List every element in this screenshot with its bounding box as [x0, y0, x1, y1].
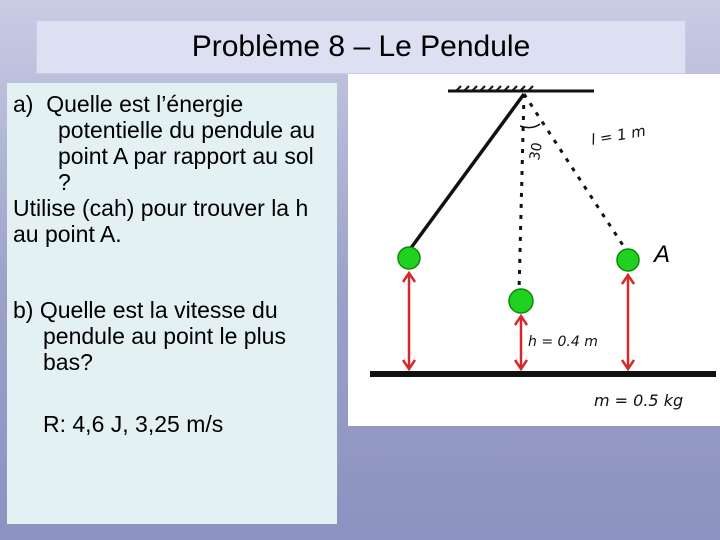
title-box	[36, 20, 686, 74]
question-panel	[7, 83, 337, 524]
height-arrows	[403, 273, 634, 369]
angle-annotation: 30	[527, 141, 546, 162]
bob-left	[398, 247, 420, 269]
slide-title: Problème 8 – Le Pendule	[191, 30, 531, 63]
height-annotation: h = 0.4 m	[528, 334, 598, 350]
answer-text: R: 4,6 J, 3,25 m/s	[43, 411, 224, 437]
pendulum-string-left	[408, 94, 524, 252]
mass-annotation: m = 0.5 kg	[594, 391, 684, 410]
point-A-label: A	[654, 241, 671, 268]
bob-bottom	[509, 289, 533, 313]
length-annotation: l = 1 m	[589, 121, 648, 149]
question-a-text: Quelle est l’énergie potentielle du pendule au point A par rapport au sol ?	[46, 91, 316, 195]
angle-arc	[520, 124, 540, 128]
question-b-marker: b)	[13, 297, 34, 323]
question-b-text: Quelle est la vitesse du pendule au point le plus bas?	[39, 297, 286, 375]
pendulum-figure	[348, 74, 720, 426]
question-a-hint: Utilise (cah) pour trouver la h au point A.	[13, 195, 309, 247]
bob-right-A	[617, 249, 639, 271]
pendulum-string-vertical	[519, 94, 524, 292]
question-a	[13, 91, 331, 195]
question-b	[13, 297, 331, 375]
pendulum-string-right	[524, 94, 626, 250]
question-a-marker: a)	[13, 91, 34, 117]
